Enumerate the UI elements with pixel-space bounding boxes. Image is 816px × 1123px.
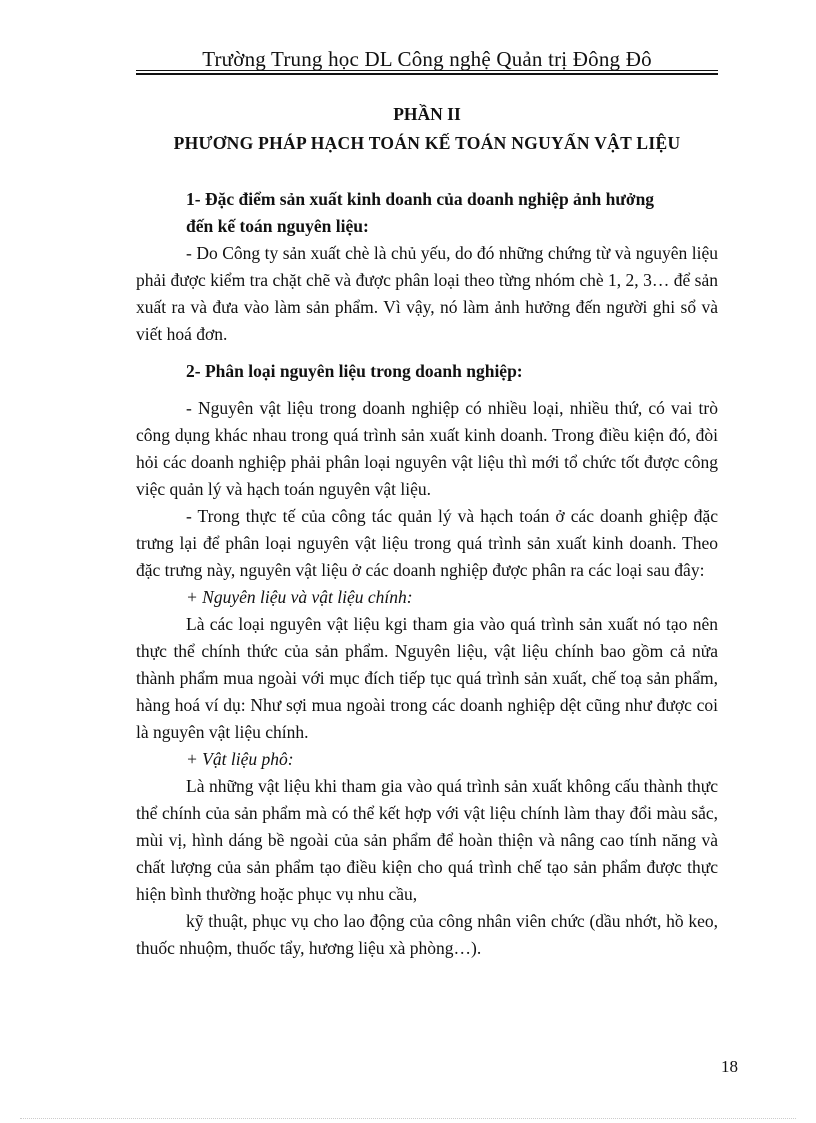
header-rule-thin: [136, 70, 718, 71]
item-2-text-continued: kỹ thuật, phục vụ cho lao động của công nhân viên chức (dầu nhớt, hồ keo, thuốc nhuộm, thuốc tẩy, hương liệu xà phòng…).: [136, 911, 718, 958]
item-2-text: Là những vật liệu khi tham gia vào quá trình sản xuất không cấu thành thực thể chính của sản phẩm mà có thể kết hợp với vật liệu chính làm thay đổi màu sắc, mùi vị, hình dáng bề ngoài của sản phẩm để hoàn thiện và nâng cao tính năng và chất lượng của sản phẩm tạo điều kiện cho quá trình chế tạo sản phẩm được thực hiện bình thường hoặc phục vụ nhu cầu,: [136, 776, 718, 904]
section-1-heading-continued: đến kế toán nguyên liệu:: [186, 216, 369, 236]
item-2-title: + Vật liệu phô:: [186, 749, 294, 769]
item-1-text: Là các loại nguyên vật liệu kgi tham gia vào quá trình sản xuất nó tạo nên thực thể chính thức của sản phẩm. Nguyên liệu, vật liệu chính bao gồm cả nửa thành phẩm mua ngoài với mục đích tiếp tục quá trình sản xuất, chế toạ sản phẩm, hàng hoá ví dụ: Như sợi mua ngoài trong các doanh nghiệp dệt cũng như được coi là nguyên vật liệu chính.: [136, 614, 718, 742]
part-label: PHẦN II: [393, 104, 461, 124]
section-1-paragraph: - Do Công ty sản xuất chè là chủ yếu, do đó những chứng từ và nguyên liệu phải được kiểm tra chặt chẽ và được phân loại theo từng nhóm chè 1, 2, 3… để sản xuất ra và đưa vào làm sản phẩm. Vì vậy, nó làm ảnh hưởng đến người ghi sổ và viết hoá đơn.: [136, 243, 718, 344]
section-1-heading: 1- Đặc điểm sản xuất kinh doanh của doanh nghiệp ảnh hưởng: [186, 189, 655, 209]
header-rule-thick: [136, 73, 718, 75]
item-1-title: + Nguyên liệu và vật liệu chính:: [186, 587, 413, 607]
section-2-heading: 2- Phân loại nguyên liệu trong doanh nghiệp:: [186, 361, 523, 381]
page-bottom-border: [20, 1118, 796, 1119]
page-header: Trường Trung học DL Công nghệ Quản trị Đông Đô: [202, 47, 652, 71]
section-2-paragraph-2: - Trong thực tế của công tác quản lý và hạch toán ở các doanh ghiệp đặc trưng lại để phân loại nguyên vật liệu trong quá trình sản xuất kinh doanh. Theo đặc trưng này, nguyên vật liệu ở các doanh nghiệp được phân ra các loại sau đây:: [136, 506, 718, 580]
document-body: [136, 186, 718, 962]
part-title: PHƯƠNG PHÁP HẠCH TOÁN KẾ TOÁN NGUYẤN VẬT LIỆU: [173, 133, 681, 153]
section-2-paragraph-1: - Nguyên vật liệu trong doanh nghiệp có nhiều loại, nhiều thứ, có vai trò công dụng khác nhau trong quá trình sản xuất kinh doanh. Trong điều kiện đó, đòi hỏi các doanh nghiệp phải phân loại nguyên vật liệu thì mới tổ chức tốt được công việc quản lý và hạch toán nguyên vật liệu.: [136, 398, 718, 499]
page-number: 18: [721, 1057, 738, 1076]
